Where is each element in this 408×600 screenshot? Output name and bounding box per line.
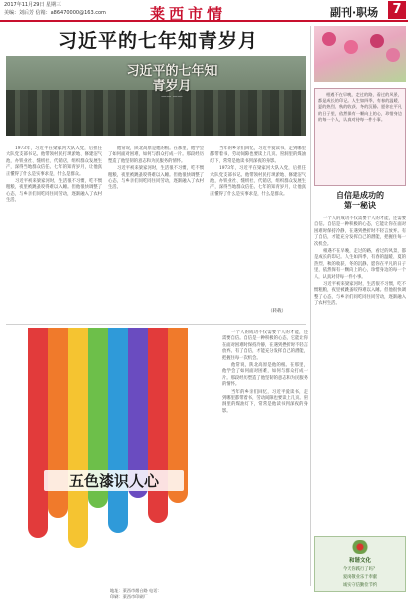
editor-info: 美编：刘后芳 信箱：a86470000@163.com <box>4 10 106 16</box>
feature-title: 五色漆识人心 <box>44 470 184 491</box>
title-line-1: 自信是成功的 <box>336 190 384 200</box>
article-paragraph: 相遇不在早晚，走过的路，看过的风景，都是成长的印记。人生如四季，有春的温暖、夏的热烈、秋的收获、冬的沉静。愿你在平凡的日子里，依然保有一颗向上的心，珍惜身边的每一个人，认真对待每一件小事。 <box>314 249 406 280</box>
ad-line: 诚实守信勤俭节约 <box>342 583 378 588</box>
ad-heading: 和谐文化 <box>348 558 371 564</box>
article-paragraph: 当年的乡亲们回忆，习近平爱读书，走到哪里都带着书，劳动间隙也要读上几页。窑洞里的煤油灯下，常常是他读书到深夜的身影。 <box>210 146 306 164</box>
footer-info: 地址：莱西市烟台路 电话： <box>110 588 162 593</box>
main-headline: 习近平的七年知青岁月 <box>57 30 258 52</box>
feature-text-column <box>222 330 308 580</box>
page-header <box>0 0 408 22</box>
photo-overlay-title <box>124 64 220 100</box>
section-divider <box>6 324 306 325</box>
paint-stripes-illustration <box>8 328 216 560</box>
flower-photo <box>314 26 406 82</box>
logo-icon <box>349 540 371 554</box>
article-paragraph: 一个人的成功不仅需要个人的才能，还需要自信。自信是一种积极的心态，它能让你在面对困难时保持冷静，在遇到挫折时不轻言放弃。有了自信，才能充分发挥自己的潜能，把握住每一次机会。 <box>314 216 406 247</box>
flower-icon <box>322 32 336 46</box>
paint-stripe <box>108 328 128 533</box>
newspaper-title: 莱西市情 <box>150 5 227 23</box>
flower-icon <box>370 34 384 48</box>
flower-icon <box>344 40 358 54</box>
page-number-badge: 7 <box>388 1 406 19</box>
culture-ad-box <box>314 536 406 592</box>
article-paragraph: 习近平初来梁家河时，生活很不习惯，吃不惯粗粮，夜里被跳蚤咬得难以入睡。但他很快调整了心态，与乡亲们同吃同住同劳动，逐渐融入了农村生活。 <box>108 166 204 191</box>
article-paragraph: 习近平初来梁家河时，生活很不习惯，吃不惯粗粮，夜里被跳蚤咬得难以入睡。但他很快调整了心态，与乡亲们同吃同住同劳动，逐渐融入了农村生活。 <box>314 282 406 307</box>
right-sidebar <box>314 26 406 596</box>
footer-info: 印刷：莱西市印刷厂 <box>110 594 148 599</box>
ad-line: 爱岗敬业乐于奉献 <box>342 575 378 580</box>
photo-title-text: 习近平的七年知青岁月 <box>126 64 218 94</box>
article-paragraph: 一个人的成功不仅需要个人的才能，还需要自信。自信是一种积极的心态，它能让你在面对困难时保持冷静，在遇到挫折时不轻言放弃。有了自信，才能充分发挥自己的潜能，把握住每一次机会。 <box>222 330 308 361</box>
article-paragraph: 当年的乡亲们回忆，习近平爱读书，走到哪里都带着书，劳动间隙也要读上几页。窑洞里的煤油灯下，常常是他读书到深夜的身影。 <box>222 389 308 414</box>
article-paragraph: 习近平初来梁家河时，生活很不习惯，吃不惯粗粮，夜里被跳蚤咬得难以入睡。但他很快调整了心态，与乡亲们同吃同住同劳动，逐渐融入了农村生活。 <box>6 179 102 204</box>
article-column-2 <box>108 146 204 322</box>
article-column-1 <box>6 146 102 322</box>
paint-stripe <box>28 328 48 538</box>
sidebar-article-title <box>314 190 406 210</box>
ad-line: 今天你践行了吗？ <box>342 567 378 572</box>
article-end-mark: （转载） <box>268 309 286 314</box>
lead-photo <box>6 56 306 136</box>
paint-stripe <box>68 328 88 548</box>
flower-icon <box>386 48 400 62</box>
article-column-3 <box>210 146 306 306</box>
paint-stripe <box>148 328 168 523</box>
article-paragraph: 他常说，陕北高原是他的根。在那里，他学会了如何面对困难，如何与群众打成一片。那段经历塑造了他坚韧的意志和为民服务的情怀。 <box>222 363 308 388</box>
issue-date: 2017年11月29日 星期三 <box>4 2 62 8</box>
section-name: 副刊·职场 <box>330 6 379 19</box>
title-line-2: 第一秘诀 <box>344 200 376 210</box>
article-paragraph: 他常说，陕北高原是他的根。在那里，他学会了如何面对困难，如何与群众打成一片。那段经历塑造了他坚韧的意志和为民服务的情怀。 <box>108 146 204 164</box>
column-divider <box>310 26 311 586</box>
photo-subtitle-text: —— —— <box>161 94 183 100</box>
article-paragraph: 1973年，习近平在梁家河大队入党，后担任大队党支部书记。他带领村民打坝淤地、修建沼气池，办铁业社、缝纫社、代销店，组织群众发展生产，深得当地群众信任。七年的知青岁月，让他真正懂得了什么是实事求是，什么是群众。 <box>210 166 306 197</box>
article-paragraph: 1973年，习近平在梁家河大队入党，后担任大队党支部书记。他带领村民打坝淤地、修建沼气池，办铁业社、缝纫社、代销店，组织群众发展生产，深得当地群众信任。七年的知青岁月，让他真正懂得了什么是实事求是，什么是群众。 <box>6 146 102 177</box>
sidebar-article-body <box>314 216 406 532</box>
essay-box: 相遇不在早晚，走过的路，看过的风景，都是成长的印记。人生如四季，有春的温暖、夏的热烈、秋的收获、冬的沉静。愿你在平凡的日子里，依然保有一颗向上的心，珍惜身边的每一个人，认真对待每一件小事。 <box>314 88 406 186</box>
